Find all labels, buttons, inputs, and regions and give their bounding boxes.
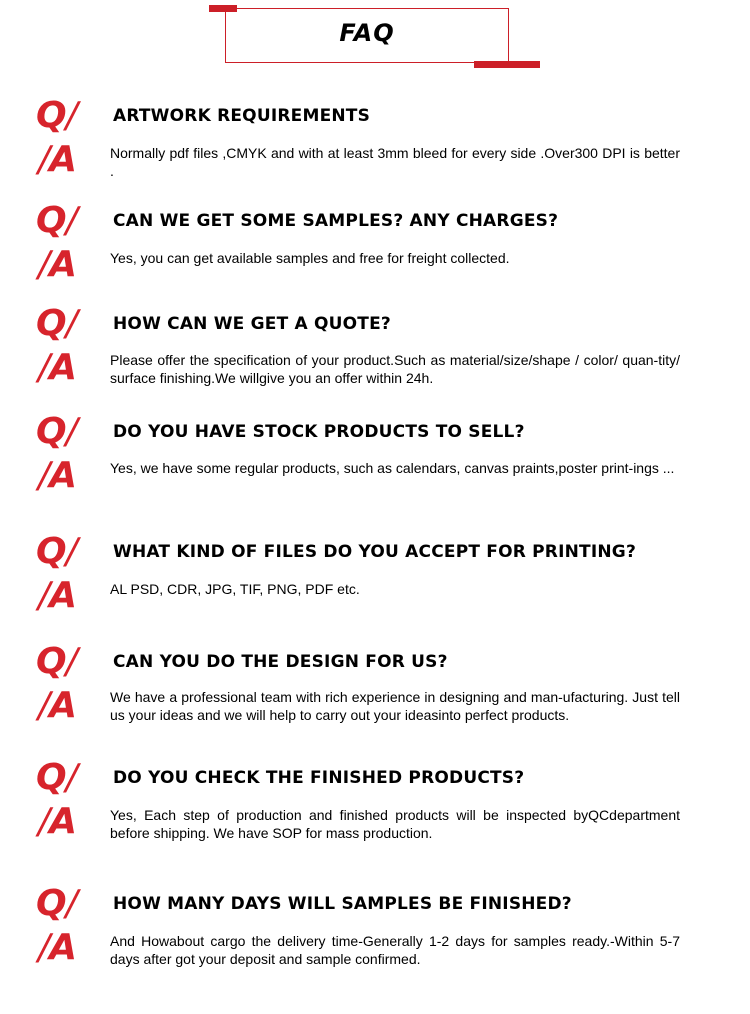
header-accent-bar-bottom [474, 61, 540, 68]
a-mark: /A [38, 347, 77, 388]
q-mark: Q/ [36, 411, 77, 452]
a-mark: /A [38, 244, 77, 285]
faq-question: CAN WE GET SOME SAMPLES? ANY CHARGES? [113, 211, 559, 231]
faq-answer: AL PSD, CDR, JPG, TIF, PNG, PDF etc. [110, 581, 360, 597]
faq-question: DO YOU CHECK THE FINISHED PRODUCTS? [113, 768, 525, 788]
q-mark: Q/ [36, 641, 77, 682]
faq-answer: And Howabout cargo the delivery time-Generally 1-2 days for samples ready.-Within 5-7 days after got your deposit and sample confirmed. [110, 933, 680, 967]
q-mark: Q/ [36, 531, 77, 572]
q-mark: Q/ [36, 757, 77, 798]
faq-answer: Yes, Each step of production and finished products will be inspected byQCdepartment before shipping. We have SOP for mass production. [110, 807, 680, 841]
faq-answer: Yes, you can get available samples and free for freight collected. [110, 250, 510, 266]
page-title: FAQ [339, 19, 395, 47]
faq-answer: Yes, we have some regular products, such as calendars, canvas praints,poster print-ings ... [110, 460, 675, 476]
q-mark: Q/ [36, 303, 77, 344]
header-accent-bar-top [209, 5, 237, 12]
faq-question: DO YOU HAVE STOCK PRODUCTS TO SELL? [113, 422, 525, 442]
faq-question: WHAT KIND OF FILES DO YOU ACCEPT FOR PRINTING? [113, 542, 637, 562]
q-mark: Q/ [36, 200, 77, 241]
faq-answer: We have a professional team with rich experience in designing and man-ufacturing. Just tell us your ideas and we will help to carry out your ideasinto perfect products. [110, 689, 680, 723]
a-mark: /A [38, 455, 77, 496]
faq-question: ARTWORK REQUIREMENTS [113, 106, 371, 126]
a-mark: /A [38, 139, 77, 180]
a-mark: /A [38, 685, 77, 726]
faq-answer: Normally pdf files ,CMYK and with at least 3mm bleed for every side .Over300 DPI is better . [110, 145, 680, 179]
q-mark: Q/ [36, 95, 77, 136]
faq-question: CAN YOU DO THE DESIGN FOR US? [113, 652, 448, 672]
a-mark: /A [38, 575, 77, 616]
faq-question: HOW MANY DAYS WILL SAMPLES BE FINISHED? [113, 894, 572, 914]
faq-answer: Please offer the specification of your product.Such as material/size/shape / color/ quan-tity/ surface finishing.We willgive you an offer within 24h. [110, 352, 680, 386]
faq-question: HOW CAN WE GET A QUOTE? [113, 314, 391, 334]
a-mark: /A [38, 927, 77, 968]
a-mark: /A [38, 801, 77, 842]
q-mark: Q/ [36, 883, 77, 924]
